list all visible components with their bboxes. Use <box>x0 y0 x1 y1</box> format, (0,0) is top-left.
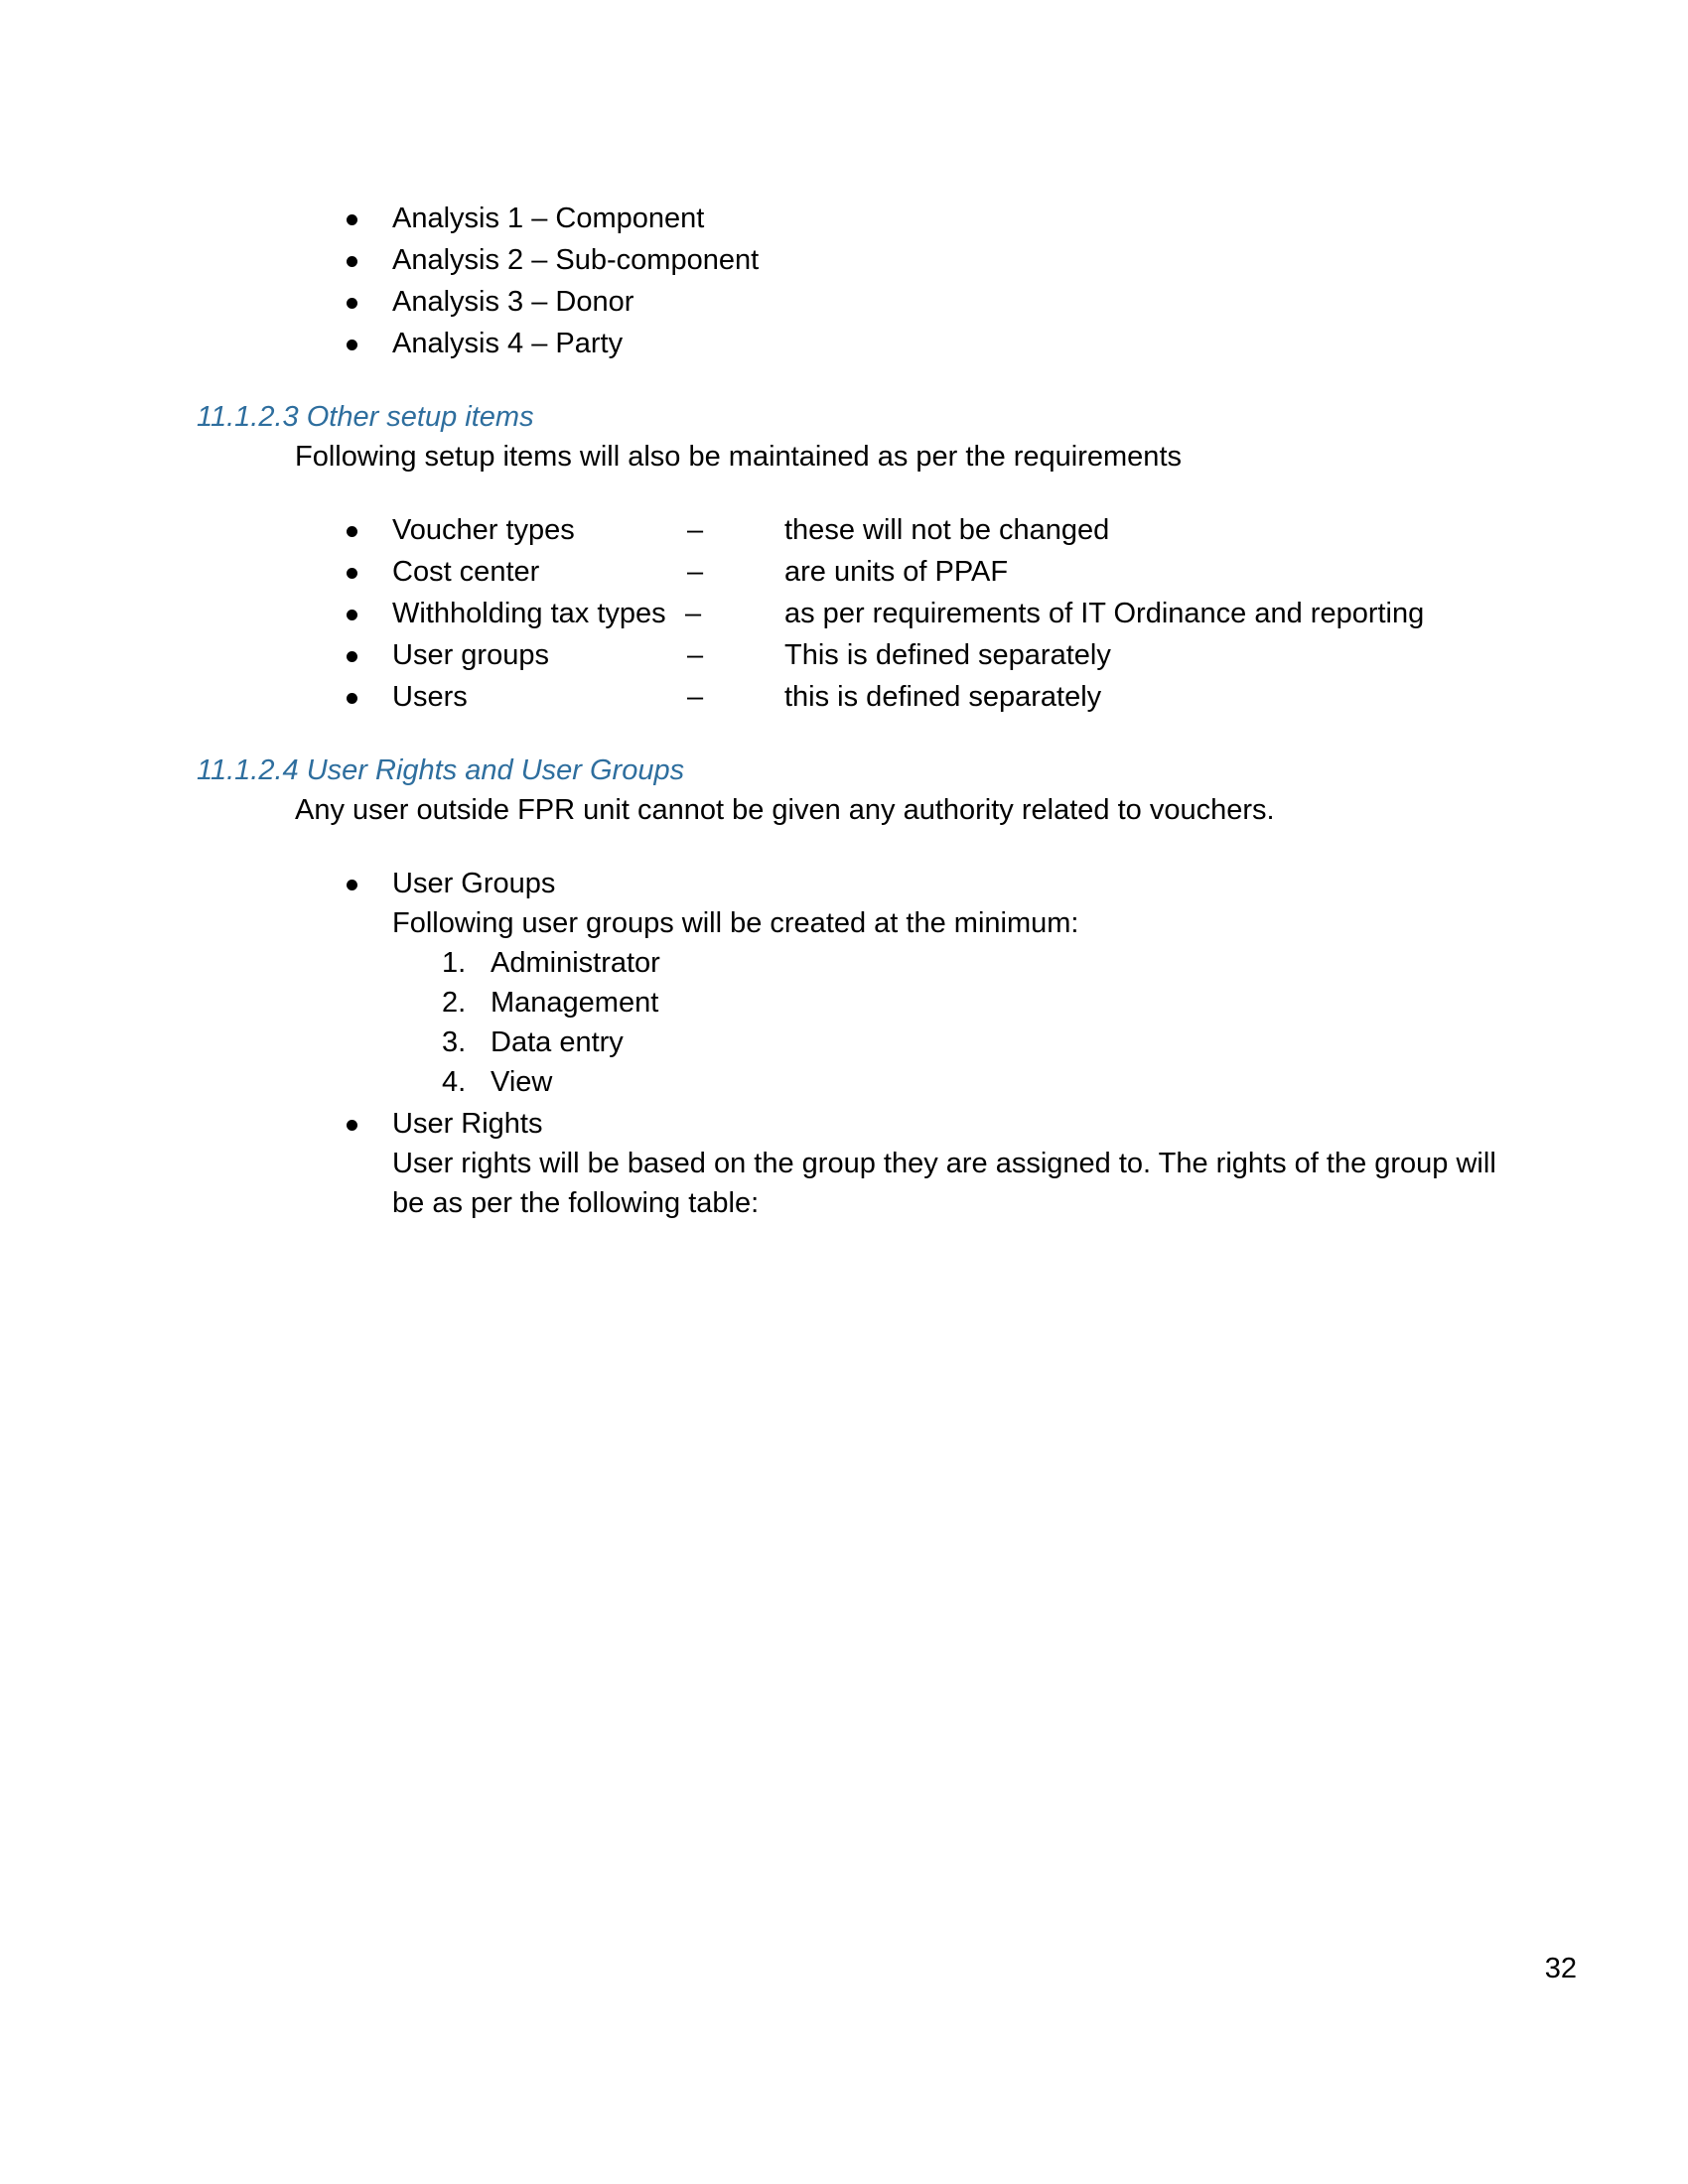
list-number: 3. <box>442 1026 467 1058</box>
setup-item-dash: – <box>687 514 704 546</box>
section-heading: 11.1.2.3 Other setup items <box>197 401 534 433</box>
bullet-icon <box>347 340 357 350</box>
setup-item-desc: This is defined separately <box>784 639 1111 671</box>
bullet-icon <box>347 693 357 704</box>
list-item: Administrator <box>491 947 660 979</box>
bullet-icon <box>347 256 357 267</box>
user-rights-desc-line2: be as per the following table: <box>392 1187 760 1219</box>
bullet-icon <box>347 298 357 309</box>
section-intro: Any user outside FPR unit cannot be given any authority related to vouchers. <box>295 794 1275 826</box>
setup-item-dash: – <box>687 639 704 671</box>
bullet-icon <box>347 568 357 579</box>
bullet-icon <box>347 1120 357 1131</box>
setup-item-desc: this is defined separately <box>784 681 1102 713</box>
setup-item-name: Cost center <box>392 556 540 588</box>
setup-item-dash: – <box>685 598 702 629</box>
list-number: 1. <box>442 947 467 979</box>
list-number: 2. <box>442 987 467 1019</box>
section-intro: Following setup items will also be maintained as per the requirements <box>295 441 1182 473</box>
list-number: 4. <box>442 1066 467 1098</box>
setup-item-name: Withholding tax types <box>392 598 666 629</box>
user-groups-desc: Following user groups will be created at the minimum: <box>392 907 1079 939</box>
list-item: Analysis 2 – Sub-component <box>392 244 760 276</box>
setup-item-desc: these will not be changed <box>784 514 1110 546</box>
setup-item-dash: – <box>687 681 704 713</box>
setup-item-desc: as per requirements of IT Ordinance and reporting <box>784 598 1425 629</box>
list-item: View <box>491 1066 553 1098</box>
page-number: 32 <box>1544 1953 1577 1984</box>
list-item: Analysis 3 – Donor <box>392 286 634 318</box>
setup-item-name: Users <box>392 681 468 713</box>
list-item: Data entry <box>491 1026 624 1058</box>
setup-item-desc: are units of PPAF <box>784 556 1009 588</box>
bullet-icon <box>347 610 357 620</box>
user-rights-desc-line1: User rights will be based on the group they are assigned to. The rights of the group will <box>392 1148 1496 1179</box>
setup-item-name: User groups <box>392 639 549 671</box>
bullet-icon <box>347 880 357 890</box>
user-groups-title: User Groups <box>392 868 556 899</box>
bullet-icon <box>347 526 357 537</box>
section-heading: 11.1.2.4 User Rights and User Groups <box>197 754 685 786</box>
setup-item-name: Voucher types <box>392 514 575 546</box>
list-item: Management <box>491 987 659 1019</box>
list-item: Analysis 4 – Party <box>392 328 624 359</box>
user-rights-title: User Rights <box>392 1108 543 1140</box>
list-item: Analysis 1 – Component <box>392 203 705 234</box>
bullet-icon <box>347 214 357 225</box>
setup-item-dash: – <box>687 556 704 588</box>
bullet-icon <box>347 651 357 662</box>
